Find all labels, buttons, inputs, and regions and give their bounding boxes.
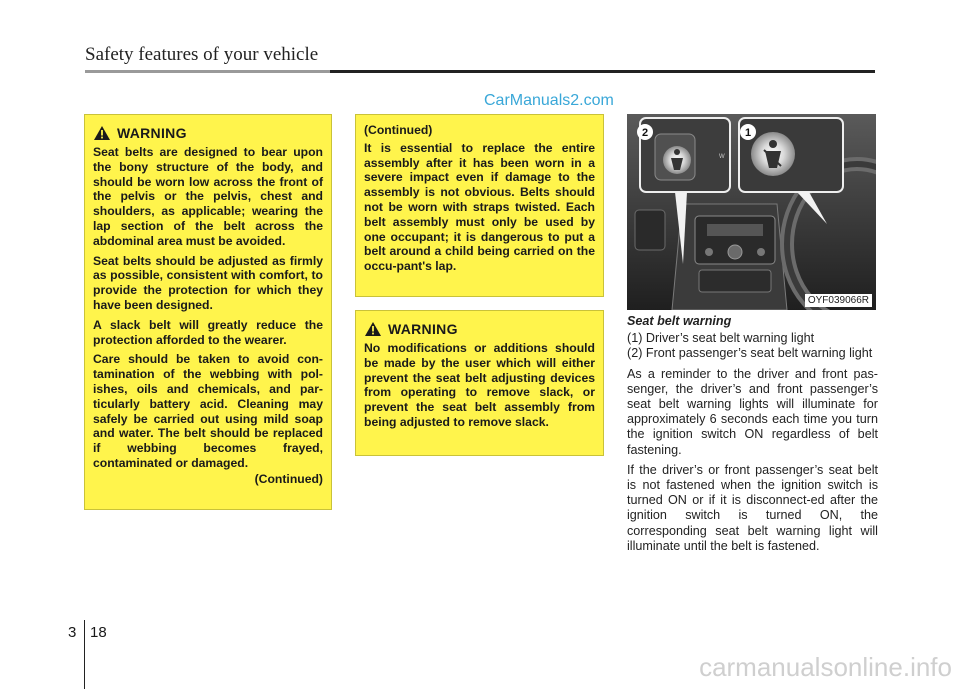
body-paragraph: If the driver’s or front passenger’s seat belt is not fastened when the ignition switch is turned ON or if it is disconnect-ed after the ignition switch is turned ON, the corresponding seat belt warning light will illuminate until the belt is fastened. <box>627 462 878 553</box>
warning-box-seat-belts <box>84 114 332 510</box>
seat-belt-warning-description <box>627 314 878 559</box>
warning-header <box>93 125 323 141</box>
body-paragraph: As a reminder to the driver and front pas-senger, the driver’s and front passenger’s seat belt warning lights will illuminate for approximately 6 seconds each time you turn the ignition switch ON regardless of belt fastening. <box>627 366 878 457</box>
photo-code-label: OYF039066R <box>805 294 872 307</box>
warning-paragraph: Care should be taken to avoid con-tamination of the webbing with pol-ishes, oils and chemicals, and par-ticularly battery acid. Cleaning may safely be carried out using mild soap and water. The belt should be replaced if webbing becomes frayed, contaminated or damaged. <box>93 352 323 470</box>
continued-text: It is essential to replace the entire assembly after it has been worn in a severe impact even if damage to the assembly is not obvious. Belts should not be worn with straps twisted. Each belt assembly must only be used by one occupant; it is dangerous to put a belt around a child being carried on the occu-pant's lap. <box>364 140 595 274</box>
warning-box-modifications <box>355 310 604 456</box>
page-header-title: Safety features of your vehicle <box>85 44 319 65</box>
callout-1: 1 <box>744 127 752 139</box>
warning-triangle-icon <box>93 125 111 141</box>
footer-divider <box>84 620 85 689</box>
section-subtitle: Seat belt warning <box>627 314 732 328</box>
list-item: (2) Front passenger’s seat belt warning light <box>627 346 873 361</box>
dashboard-photo <box>627 114 876 310</box>
continued-label: (Continued) <box>254 471 323 486</box>
warning-title: WARNING <box>388 320 458 337</box>
dash-label: W <box>719 154 725 160</box>
header-rule <box>85 70 875 73</box>
chapter-number: 3 <box>68 624 77 641</box>
warning-paragraph: Seat belts are designed to bear upon the bony structure of the body, and should be worn low across the front of the pelvis or the pelvis, chest and shoulders, as applicable; wearing the lap section of the belt across the abdominal area must be avoided. <box>93 145 323 248</box>
warning-paragraph: Seat belts should be adjusted as firmly as possible, consistent with comfort, to provide the protection for which they have been designed. <box>93 253 323 312</box>
callout-2: 2 <box>641 127 649 139</box>
watermark-text[interactable]: CarManuals2.com <box>484 92 614 109</box>
continued-heading: (Continued) <box>364 123 433 137</box>
page-number: 18 <box>90 624 107 641</box>
warning-box-continued <box>355 114 604 297</box>
warning-paragraph: A slack belt will greatly reduce the protection afforded to the wearer. <box>93 317 323 347</box>
dashboard-illustration <box>627 114 876 310</box>
footer-site-watermark[interactable]: carmanualsonline.info <box>699 652 952 682</box>
warning-title: WARNING <box>117 124 187 141</box>
warning-header <box>364 321 595 337</box>
warning-triangle-icon <box>364 321 382 337</box>
warning-text: No modifications or additions should be made by the user which will either prevent the seat belt adjusting devices from operating to remove slack, or prevent the seat belt assembly from being adjusted to remove slack. <box>364 341 595 429</box>
list-item: (1) Driver’s seat belt warning light <box>627 331 815 346</box>
